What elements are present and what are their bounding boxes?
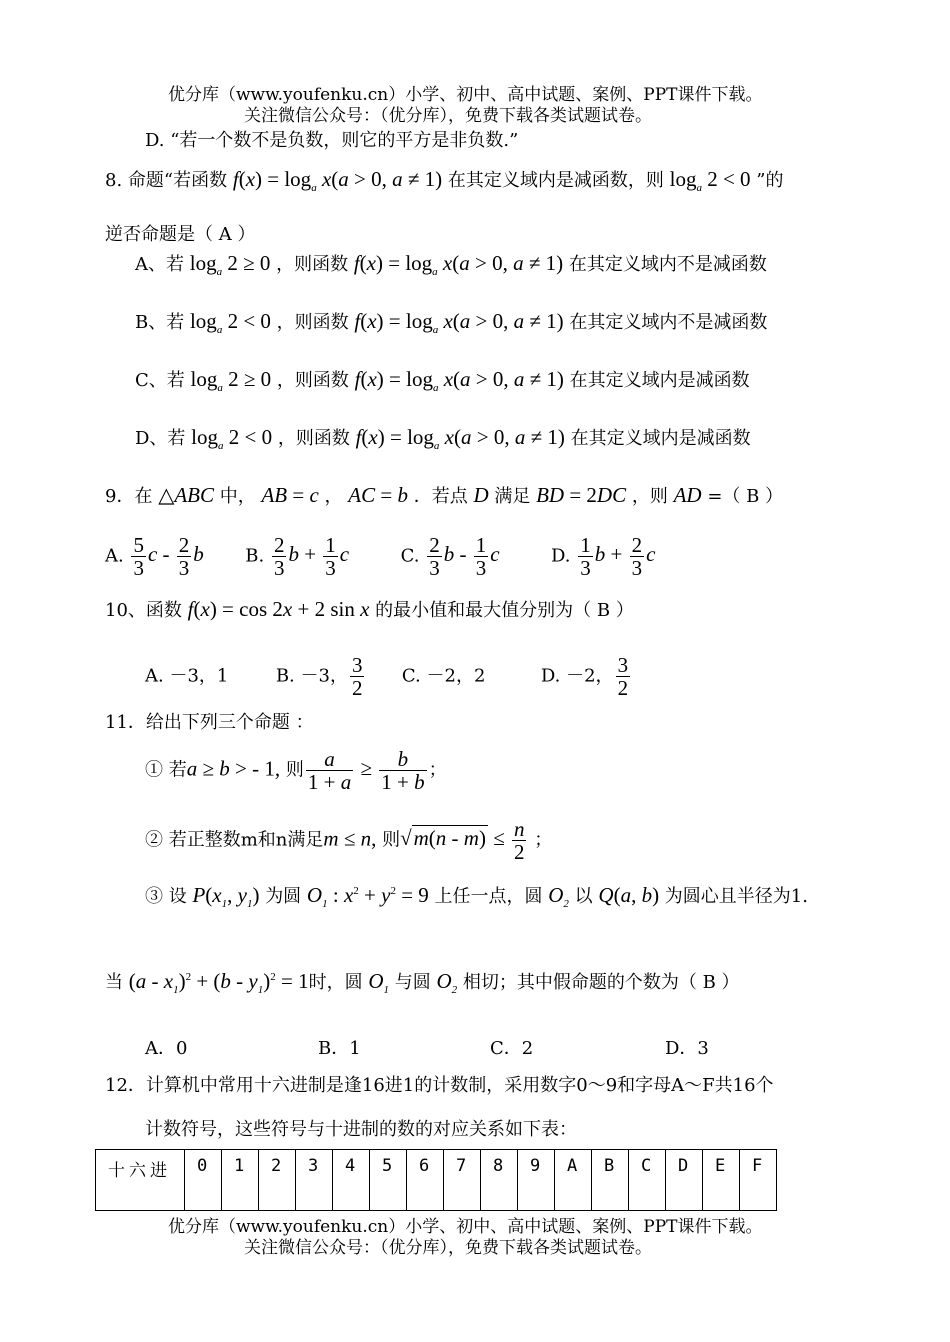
q8-option-a: [135, 250, 767, 278]
q8-option-d: [135, 424, 751, 452]
header-line-2: 关注微信公众号：（优分库），免费下载各类试题试卷。: [244, 106, 652, 126]
q11-text: 则: [382, 829, 401, 851]
table-cell: 5: [370, 1150, 407, 1211]
table-cell: 8: [481, 1150, 518, 1211]
footer-line-2: 关注微信公众号：（优分库），免费下载各类试题试卷。: [244, 1238, 652, 1258]
q10-option-b: B. －3，: [275, 665, 348, 687]
q8-end: ”的: [756, 170, 784, 191]
q10-option-a: A. －3，1: [145, 665, 229, 687]
table-cell: 1: [222, 1150, 259, 1211]
q9-bd-eq: BD = 2DC: [536, 483, 627, 507]
q11-option-a: A．0: [145, 1038, 188, 1059]
footer-line-1: 优分库（www.youfenku.cn）小学、初中、高中试题、案例、PPT课件下载。: [168, 1217, 763, 1237]
q9-text: ，: [324, 486, 343, 507]
q11-prop-2: [145, 818, 552, 863]
q9-option-d-expr: $\frac{1}{3}$ b + $\frac{2}{3}$ c: [580, 533, 656, 581]
option-label: C、若: [135, 370, 185, 391]
q9-option-b-expr: $\frac{2}{3}$ b + $\frac{1}{3}$ c: [273, 533, 350, 581]
q9-point-d: D: [473, 483, 489, 507]
option-tail: 在其定义域内是减函数: [569, 370, 750, 391]
q11-text: 时，圆: [308, 972, 363, 993]
q9-ad: AD: [673, 483, 702, 507]
q10-option-d: D. －2，: [540, 665, 614, 687]
table-cell: 0: [185, 1150, 222, 1211]
q10-three-halves: $\frac{3}{2}$: [351, 653, 363, 701]
hex-table: [95, 1149, 777, 1211]
q9-option-d-label: D.: [550, 545, 571, 567]
q9-text: =（ B ）: [707, 486, 784, 507]
q11-option-c: C．2: [490, 1038, 534, 1059]
q9-text: ．若点: [413, 486, 468, 507]
q9-triangle: △ABC: [158, 483, 215, 507]
q11-point-p: $P(x_1$, $y_1$): [192, 883, 260, 910]
table-cell: E: [703, 1150, 740, 1211]
q11-o1: $O_1$: [368, 969, 389, 996]
q11-text: ② 若正整数m和n满足: [145, 829, 324, 851]
q8-prefix: 8. 命题“若函数: [105, 170, 228, 191]
q11-prop-1: [145, 748, 447, 793]
q8-option-c: [135, 366, 750, 394]
q11-p2-cond: m ≤ n,: [323, 826, 377, 851]
q11-text: ；: [534, 829, 553, 851]
table-cell: 6: [407, 1150, 444, 1211]
option-function: $f(x) = \log_a x(a > 0$, a ≠ 1): [354, 309, 564, 336]
q11-text: ③ 设: [145, 886, 187, 907]
q11-prop-3: [145, 882, 808, 910]
q11-text: 相切；其中假命题的个数为（ B ）: [462, 972, 740, 993]
q10-option-c: C. －2，2: [401, 665, 486, 687]
q9-option-c-expr: $\frac{2}{3}$ b - $\frac{1}{3}$ c: [429, 533, 500, 581]
q11-text: 与圆: [394, 972, 431, 993]
q11-text: ；: [428, 759, 447, 781]
option-then: ，则函数: [276, 370, 349, 391]
q10-prefix: 10、函数: [105, 600, 182, 621]
q9-text: 满足: [494, 486, 531, 507]
q10-options: [145, 654, 632, 699]
q8-option-b: [135, 308, 767, 336]
q9-option-b-label: B.: [245, 545, 265, 567]
q9-line: [105, 482, 783, 508]
table-cell: C: [629, 1150, 666, 1211]
q10-function: f(x) = cos 2x + 2 sin x: [187, 597, 370, 621]
q11-text: 上任一点，圆: [434, 886, 543, 907]
q10-three-halves-d: $\frac{3}{2}$: [617, 653, 629, 701]
q9-option-a-label: A.: [105, 545, 124, 567]
q11-text: 为圆心且半径为1.: [664, 886, 808, 907]
table-cell: 9: [518, 1150, 555, 1211]
option-function: $f(x) = \log_a x(a > 0$, a ≠ 1): [353, 251, 564, 278]
header-line-1: 优分库（www.youfenku.cn）小学、初中、高中试题、案例、PPT课件下载。: [168, 85, 763, 105]
table-header-cell: 十六进: [96, 1150, 185, 1211]
q12-line-2: 计数符号，这些符号与十进制的数的对应关系如下表：: [145, 1119, 577, 1140]
option-label: B、若: [135, 312, 185, 333]
table-cell: D: [666, 1150, 703, 1211]
q11-circle-o1: $O_1$ : $x^2 + y^2 = 9$: [306, 883, 429, 910]
q9-text: ，则: [631, 486, 668, 507]
q11-text: ① 若: [145, 759, 187, 781]
q11-p1-ineq: $\frac{a}{1 + a}$ ≥ $\frac{b}{1 + b}$: [307, 747, 425, 795]
q8-condition: $\log_a 2 < 0$: [669, 167, 751, 194]
q11-text: 为圆: [265, 886, 302, 907]
option-tail: 在其定义域内不是减函数: [568, 254, 767, 275]
q9-option-c-label: C.: [400, 545, 420, 567]
table-cell: 7: [444, 1150, 481, 1211]
option-condition: $\log_a 2 \ge 0$: [189, 251, 271, 278]
q7-option-d: D. “若一个数不是负数，则它的平方是非负数.”: [145, 130, 519, 151]
q8-function-formula: $f(x) = \log_a x(a > 0$, a ≠ 1): [232, 167, 443, 194]
q11-o2: $O_2$: [436, 969, 458, 996]
q11-p1-cond: a ≥ b > - 1,: [186, 756, 281, 781]
table-cell: A: [555, 1150, 592, 1211]
option-then: ，则函数: [276, 312, 349, 333]
option-then: ，则函数: [276, 254, 349, 275]
q8-line-1: [105, 166, 783, 194]
option-function: $f(x) = \log_a x(a > 0$, a ≠ 1): [355, 425, 565, 452]
q11-condition: $(a - x_1)^2 + (b - y_1)^2 = 1$: [128, 969, 309, 996]
q11-text: 则: [285, 759, 304, 781]
q11-text: 以: [574, 886, 593, 907]
table-cell: 3: [296, 1150, 333, 1211]
option-condition: $\log_a 2 \ge 0$: [190, 367, 272, 394]
option-then: ，则函数: [277, 428, 350, 449]
q11-circle-o2: $O_2$: [548, 883, 569, 910]
table-cell: F: [740, 1150, 777, 1211]
q9-text: 9．在: [105, 486, 153, 507]
option-condition: $\log_a 2 < 0$: [189, 309, 271, 336]
option-label: D、若: [135, 428, 186, 449]
q11-option-b: B．1: [318, 1038, 361, 1059]
q11-point-q: Q(a, b): [598, 883, 660, 907]
option-function: $f(x) = \log_a x(a > 0$, a ≠ 1): [354, 367, 564, 394]
q10-suffix: 的最小值和最大值分别为（ B ）: [375, 600, 634, 621]
q9-ac-eq: AC = b: [348, 483, 408, 507]
q11-p2-ineq: √m(n - m) ≤ $\frac{n}{2}$: [400, 817, 525, 865]
option-condition: $\log_a 2 < 0$: [191, 425, 273, 452]
q9-text: 中，: [219, 486, 256, 507]
q9-option-a-expr: $\frac{5}{3}$ c - $\frac{2}{3}$ b: [133, 533, 204, 581]
table-cell: B: [592, 1150, 629, 1211]
table-row: [96, 1150, 777, 1211]
q9-ab-eq: AB = c: [261, 483, 319, 507]
option-tail: 在其定义域内是减函数: [570, 428, 751, 449]
option-label: A、若: [135, 254, 184, 275]
q8-mid: 在其定义域内是减函数，则: [447, 170, 664, 191]
table-cell: 2: [259, 1150, 296, 1211]
q10-line: [105, 596, 634, 622]
q11-option-d: D．3: [665, 1038, 709, 1059]
q9-options: [105, 534, 655, 579]
table-cell: 4: [333, 1150, 370, 1211]
q11-line-2: [105, 968, 740, 996]
option-tail: 在其定义域内不是减函数: [569, 312, 768, 333]
q11-text: 当: [105, 972, 123, 993]
q11-title: 11．给出下列三个命题 ：: [105, 712, 314, 733]
q8-line-2: 逆否命题是（ A ）: [105, 224, 256, 245]
q12-line-1: 12．计算机中常用十六进制是逢16进1的计数制，采用数字0～9和字母A～F共16个: [105, 1075, 774, 1096]
